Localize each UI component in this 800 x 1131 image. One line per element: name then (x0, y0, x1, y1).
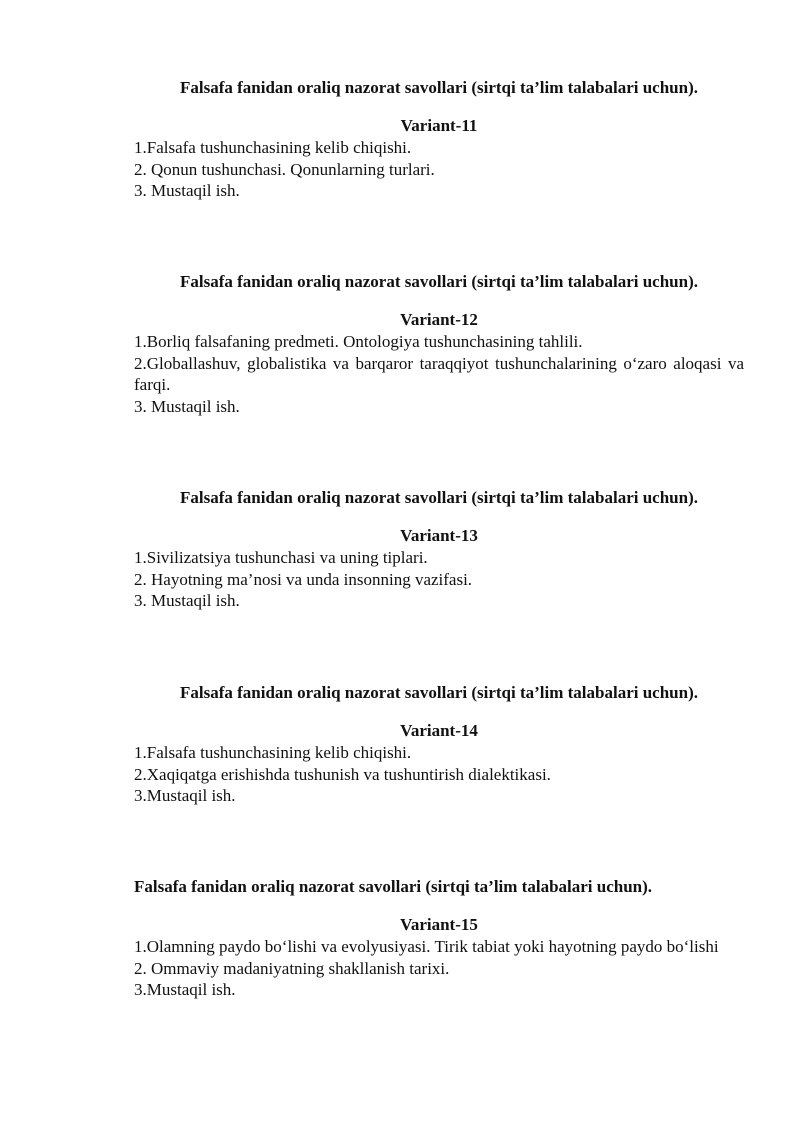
variant-section (134, 876, 744, 1001)
section-heading: Falsafa fanidan oraliq nazorat savollari (sirtqi ta’lim talabalari uchun). (134, 877, 653, 896)
question-list (134, 331, 744, 417)
question-item: 2.Globallashuv, globalistika va barqaror taraqqiyot tushunchalarining o‘zaro aloqasi va farqi. (134, 353, 744, 394)
question-item: 3. Mustaqil ish. (134, 181, 240, 200)
question-item: 2. Hayotning ma’nosi va unda insonning vazifasi. (134, 569, 473, 589)
section-heading: Falsafa fanidan oraliq nazorat savollari (sirtqi ta’lim talabalari uchun). (179, 488, 699, 507)
question-item: 3.Mustaqil ish. (134, 786, 236, 805)
question-item: 3.Mustaqil ish. (134, 980, 236, 999)
variant-title: Variant-14 (400, 721, 478, 740)
variant-title: Variant-12 (400, 310, 478, 329)
question-list (134, 547, 744, 612)
question-item: 1.Falsafa tushunchasining kelib chiqishi. (134, 138, 412, 157)
variant-section (134, 487, 744, 612)
question-list (134, 936, 724, 1001)
question-item: 1.Olamning paydo bo‘lishi va evolyusiyasi. Tirik tabiat yoki hayotning paydo bo‘lishi (134, 937, 719, 956)
question-item: 1.Borliq falsafaning predmeti. Ontologiya tushunchasining tahlili. (134, 332, 583, 351)
question-list (134, 137, 744, 202)
variant-title: Variant-15 (400, 915, 478, 934)
question-item: 1.Falsafa tushunchasining kelib chiqishi. (134, 743, 412, 762)
variant-section (134, 77, 744, 202)
section-heading: Falsafa fanidan oraliq nazorat savollari (sirtqi ta’lim talabalari uchun). (179, 78, 699, 97)
variant-title: Variant-11 (400, 116, 478, 135)
question-item: 3. Mustaqil ish. (134, 591, 240, 610)
question-item: 2. Qonun tushunchasi. Qonunlarning turlari. (134, 159, 435, 179)
question-item: 3. Mustaqil ish. (134, 396, 240, 416)
section-heading: Falsafa fanidan oraliq nazorat savollari (sirtqi ta’lim talabalari uchun). (179, 683, 699, 702)
question-item: 2. Ommaviy madaniyatning shakllanish tarixi. (134, 958, 450, 978)
question-list (134, 742, 744, 807)
section-heading: Falsafa fanidan oraliq nazorat savollari (sirtqi ta’lim talabalari uchun). (179, 272, 699, 291)
question-item: 2.Xaqiqatga erishishda tushunish va tushuntirish dialektikasi. (134, 764, 551, 784)
question-item: 1.Sivilizatsiya tushunchasi va uning tiplari. (134, 548, 428, 567)
variant-section (134, 271, 744, 417)
variant-section (134, 682, 744, 807)
variant-title: Variant-13 (400, 526, 478, 545)
